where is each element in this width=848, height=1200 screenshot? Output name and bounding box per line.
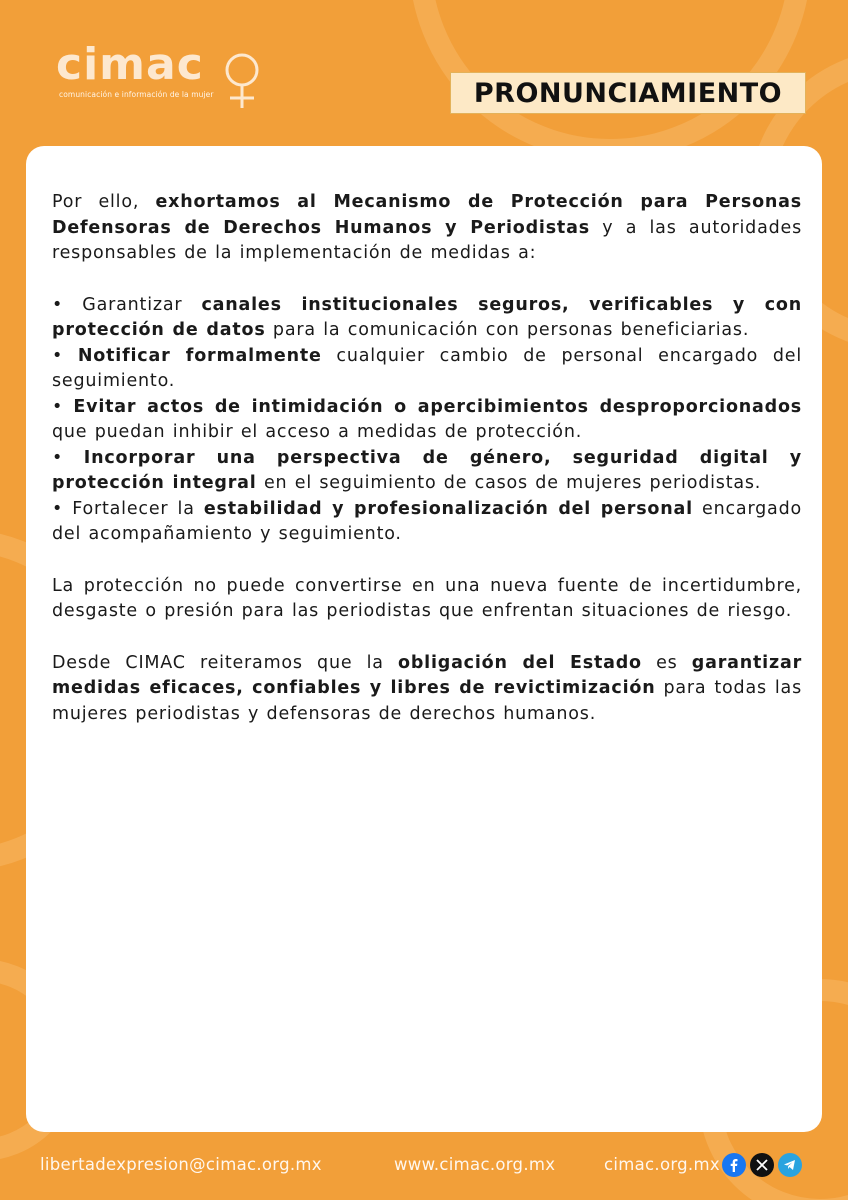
text-span: • Garantizar [52, 294, 202, 315]
text-span: Desde CIMAC reiteramos que la [52, 652, 398, 673]
text-span: • [52, 447, 84, 468]
content-card [26, 146, 822, 1132]
bold-text: garantizar medidas eficaces, confiables y libres de revictimización [52, 652, 803, 698]
text-span: La protección no puede convertirse en una nueva fuente de incertidumbre, desgaste o presión para las periodistas que enfrentan situaciones de riesgo. [52, 575, 802, 621]
text-span: • [52, 345, 78, 366]
facebook-icon[interactable] [722, 1153, 746, 1177]
telegram-icon[interactable] [778, 1153, 802, 1177]
footer-email-link[interactable]: libertadexpresion@cimac.org.mx [40, 1155, 322, 1174]
list-item [52, 293, 802, 344]
text-span: encargado del acompañamiento y seguimiento. [52, 498, 802, 544]
list-item [52, 497, 802, 548]
protection-paragraph [52, 574, 802, 625]
text-span: • Fortalecer la [52, 498, 204, 519]
footer-website-link[interactable]: www.cimac.org.mx [394, 1155, 556, 1174]
text-span: para todas las mujeres periodistas y defensoras de derechos humanos. [52, 678, 802, 724]
text-span: en el seguimiento de casos de mujeres periodistas. [256, 473, 762, 493]
bold-text: estabilidad y profesionalización del personal [203, 498, 693, 519]
text-span: cualquier cambio de personal encargado del seguimiento. [52, 345, 802, 391]
demands-list [52, 293, 802, 548]
text-span: • [52, 396, 74, 417]
x-icon[interactable] [750, 1153, 774, 1177]
text-span: Por ello, [52, 192, 156, 212]
bold-text: Evitar actos de intimidación o apercibimientos desproporcionados [73, 396, 802, 417]
list-item [52, 344, 802, 395]
bold-text: canales institucionales seguros, verificables y con protección de datos [52, 294, 802, 340]
text-span: y a las autoridades responsables de la implementación de medidas a: [52, 217, 802, 263]
text-span: es [641, 652, 692, 673]
footer-social-handle[interactable]: cimac.org.mx [604, 1155, 720, 1174]
logo-text: cimac [56, 39, 204, 90]
cimac-logo[interactable] [56, 40, 256, 110]
bold-text: Incorporar una perspectiva de género, seguridad digital y protección integral [52, 447, 802, 493]
intro-paragraph [52, 190, 802, 267]
text-span: para la comunicación con personas beneficiarias. [265, 320, 750, 340]
female-symbol-icon [224, 50, 264, 112]
pronunciamiento-badge: PRONUNCIAMIENTO [450, 72, 806, 114]
bold-text: exhortamos al Mecanismo de Protección para Personas Defensoras de Derechos Humanos y Periodistas [52, 192, 803, 238]
bold-text: obligación del Estado [398, 652, 642, 673]
list-item [52, 395, 802, 446]
list-item [52, 446, 802, 497]
closing-paragraph [52, 651, 802, 728]
logo-tagline: comunicación e información de la mujer [59, 90, 214, 99]
bold-text: Notificar formalmente [77, 345, 322, 366]
text-span: que puedan inhibir el acceso a medidas de protección. [52, 422, 583, 442]
